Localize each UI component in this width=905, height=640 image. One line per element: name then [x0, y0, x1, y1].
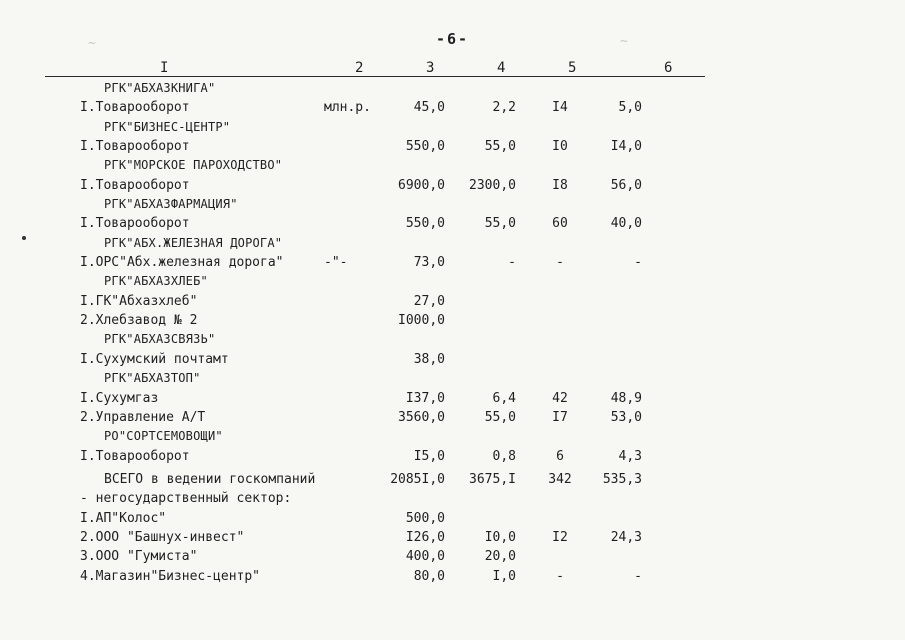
row-name: РГК"АБХАЗХЛЕБ" [104, 274, 208, 289]
value-col-3: 400,0 [405, 549, 445, 565]
value-col-3: I37,0 [405, 390, 445, 406]
row-name: 2.ООО "Башнух-инвест" [80, 529, 245, 545]
bleed-through-mark: ~ [620, 34, 628, 49]
value-col-6: 40,0 [610, 216, 642, 232]
value-col-4: - [508, 255, 516, 271]
column-header-4: 4 [497, 60, 506, 76]
column-header-5: 5 [568, 60, 577, 76]
row-name: 3.ООО "Гумиста" [80, 549, 198, 565]
bleed-through-mark: ~ [88, 36, 96, 51]
value-col-6: 24,3 [610, 529, 642, 545]
row-name: РГК"АБХАЗФАРМАЦИЯ" [104, 197, 238, 212]
table-row [0, 292, 905, 311]
row-name: I.Сухумский почтамт [80, 351, 229, 367]
value-col-4: 2300,0 [469, 177, 516, 193]
table-row [0, 389, 905, 408]
row-name: РГК"АБХ.ЖЕЛЕЗНАЯ ДОРОГА" [104, 235, 283, 250]
table-row [0, 547, 905, 566]
row-name: РГК"БИЗНЕС-ЦЕНТР" [104, 119, 231, 134]
section-heading [0, 118, 905, 137]
value-col-4: I,0 [492, 568, 516, 584]
table-row [0, 253, 905, 272]
row-name: РГК"АБХАЗТОП" [104, 371, 201, 386]
row-name: 2.Хлебзавод № 2 [80, 313, 198, 329]
value-col-6: 4,3 [618, 448, 642, 464]
value-col-4: I0,0 [484, 529, 516, 545]
value-col-4: 6,4 [492, 390, 516, 406]
table-row [0, 447, 905, 466]
value-col-3: 80,0 [413, 568, 445, 584]
value-col-4: 55,0 [484, 409, 516, 425]
table-row [0, 214, 905, 233]
column-header-2: 2 [355, 60, 364, 76]
value-col-5: 342 [548, 471, 572, 487]
row-name: I.Товарооборот [80, 100, 190, 116]
punch-mark [22, 236, 26, 240]
value-col-6: 535,3 [602, 471, 642, 487]
row-name: 4.Магазин"Бизнес-центр" [80, 568, 261, 584]
value-col-3: 45,0 [413, 100, 445, 116]
row-name: I.ОРС"Абх.железная дорога" [80, 255, 284, 271]
table-row [0, 509, 905, 528]
value-col-3: 500,0 [405, 510, 445, 526]
value-col-5: 42 [552, 390, 568, 406]
header-rule [45, 76, 705, 77]
section-heading [0, 427, 905, 446]
row-name: РГК"АБХАЗКНИГА" [104, 81, 216, 95]
row-name: I.Товарооборот [80, 177, 190, 193]
value-col-6: I4,0 [610, 139, 642, 155]
value-col-5: - [556, 255, 564, 271]
row-name: - негосударственный сектор: [80, 491, 292, 507]
row-unit: млн.р. [324, 100, 371, 116]
table-body [0, 79, 905, 586]
row-name: ВСЕГО в ведении госкомпаний [104, 471, 316, 487]
table-row [0, 489, 905, 508]
section-heading [0, 369, 905, 388]
value-col-5: 6 [556, 448, 564, 464]
value-col-4: 2,2 [492, 100, 516, 116]
value-col-6: 53,0 [610, 409, 642, 425]
row-name: I.Товарооборот [80, 216, 190, 232]
value-col-4: 20,0 [484, 549, 516, 565]
value-col-3: I5,0 [413, 448, 445, 464]
table-row [0, 176, 905, 195]
section-heading [0, 195, 905, 214]
column-header-row [0, 60, 905, 76]
value-col-5: I7 [552, 409, 568, 425]
section-heading [0, 330, 905, 349]
value-col-6: - [634, 568, 642, 584]
value-col-3: 550,0 [405, 216, 445, 232]
value-col-3: 550,0 [405, 139, 445, 155]
value-col-5: I8 [552, 177, 568, 193]
table-row [0, 567, 905, 586]
value-col-3: 2085I,0 [390, 471, 445, 487]
value-col-4: 3675,I [469, 471, 516, 487]
value-col-3: 3560,0 [398, 409, 445, 425]
value-col-6: 56,0 [610, 177, 642, 193]
value-col-5: I2 [552, 529, 568, 545]
value-col-3: I000,0 [398, 313, 445, 329]
value-col-6: 5,0 [618, 100, 642, 116]
row-name: I.Товарооборот [80, 448, 190, 464]
section-heading [0, 156, 905, 175]
row-name: I.Сухумгаз [80, 390, 159, 406]
value-col-4: 0,8 [492, 448, 516, 464]
column-header-3: 3 [426, 60, 435, 76]
value-col-3: I26,0 [405, 529, 445, 545]
value-col-5: I0 [552, 139, 568, 155]
table-row [0, 528, 905, 547]
section-heading [0, 272, 905, 291]
value-col-4: 55,0 [484, 139, 516, 155]
value-col-3: 27,0 [413, 293, 445, 309]
row-name: РГК"МОРСКОЕ ПАРОХОДСТВО" [104, 158, 283, 173]
column-header-1: I [160, 60, 169, 76]
value-col-5: - [556, 568, 564, 584]
table-row [0, 350, 905, 369]
row-name: I.АП"Колос" [80, 510, 167, 526]
table-row [0, 408, 905, 427]
row-name: I.ГК"Абхазхлеб" [80, 293, 198, 309]
value-col-3: 73,0 [413, 255, 445, 271]
row-name: I.Товарооборот [80, 139, 190, 155]
value-col-6: 48,9 [610, 390, 642, 406]
column-header-6: 6 [664, 60, 673, 76]
value-col-3: 38,0 [413, 351, 445, 367]
section-heading [0, 234, 905, 253]
table-row [0, 98, 905, 117]
row-name: 2.Управление А/Т [80, 409, 206, 425]
value-col-3: 6900,0 [398, 177, 445, 193]
table-row [0, 470, 905, 489]
row-name: РГК"АБХАЗСВЯЗЬ" [104, 332, 216, 347]
page-number: -6- [435, 30, 470, 48]
section-heading [0, 79, 905, 98]
table-row [0, 311, 905, 330]
value-col-4: 55,0 [484, 216, 516, 232]
table-row [0, 137, 905, 156]
value-col-5: 60 [552, 216, 568, 232]
value-col-5: I4 [552, 100, 568, 116]
value-col-6: - [634, 255, 642, 271]
row-unit: -"- [324, 255, 348, 271]
row-name: РО"СОРТСЕМОВОЩИ" [104, 429, 223, 444]
